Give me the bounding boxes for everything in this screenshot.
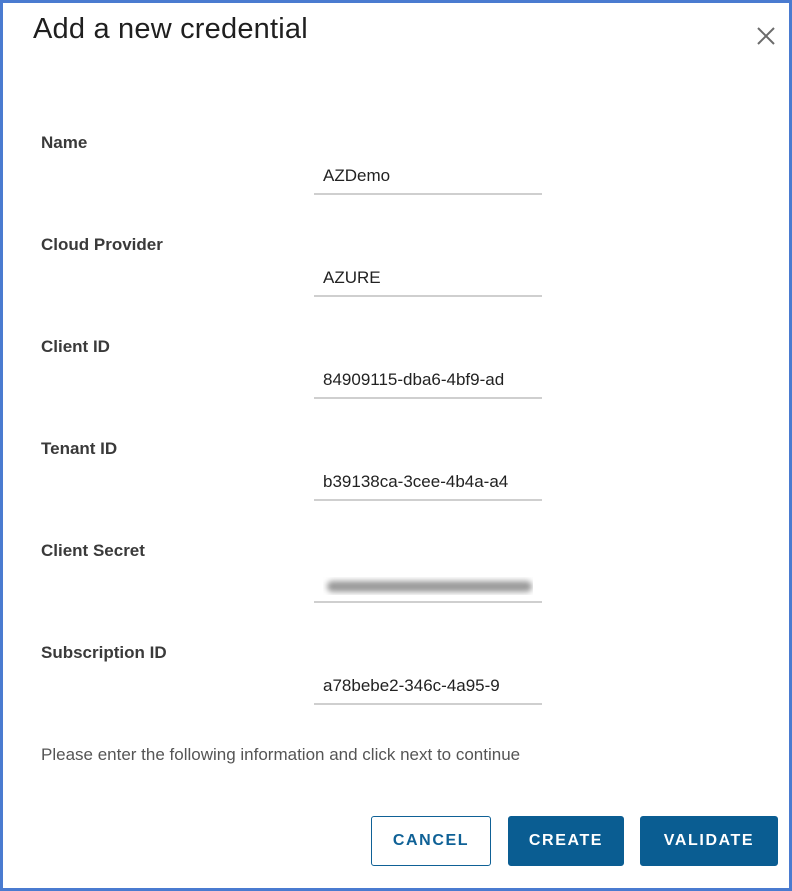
instruction-text: Please enter the following information and click next to continue	[41, 745, 521, 764]
cancel-button[interactable]: CANCEL	[371, 816, 491, 866]
redacted-secret-blur	[323, 577, 533, 595]
validate-button[interactable]: VALIDATE	[640, 816, 778, 866]
dialog-title: Add a new credential	[33, 13, 308, 45]
tenant-id-input[interactable]	[314, 469, 542, 501]
name-label: Name	[41, 133, 88, 152]
client-id-label: Client ID	[41, 337, 110, 356]
client-secret-label: Client Secret	[41, 541, 145, 560]
client-id-input[interactable]	[314, 367, 542, 399]
subscription-id-input[interactable]	[314, 673, 542, 705]
close-icon	[751, 21, 781, 51]
cloud-provider-label: Cloud Provider	[41, 235, 163, 254]
close-button[interactable]	[751, 21, 781, 51]
tenant-id-label: Tenant ID	[41, 439, 118, 458]
cloud-provider-input[interactable]	[314, 265, 542, 297]
client-secret-input[interactable]	[314, 571, 542, 603]
subscription-id-label: Subscription ID	[41, 643, 167, 662]
create-button[interactable]: CREATE	[508, 816, 624, 866]
name-input[interactable]	[314, 163, 542, 195]
